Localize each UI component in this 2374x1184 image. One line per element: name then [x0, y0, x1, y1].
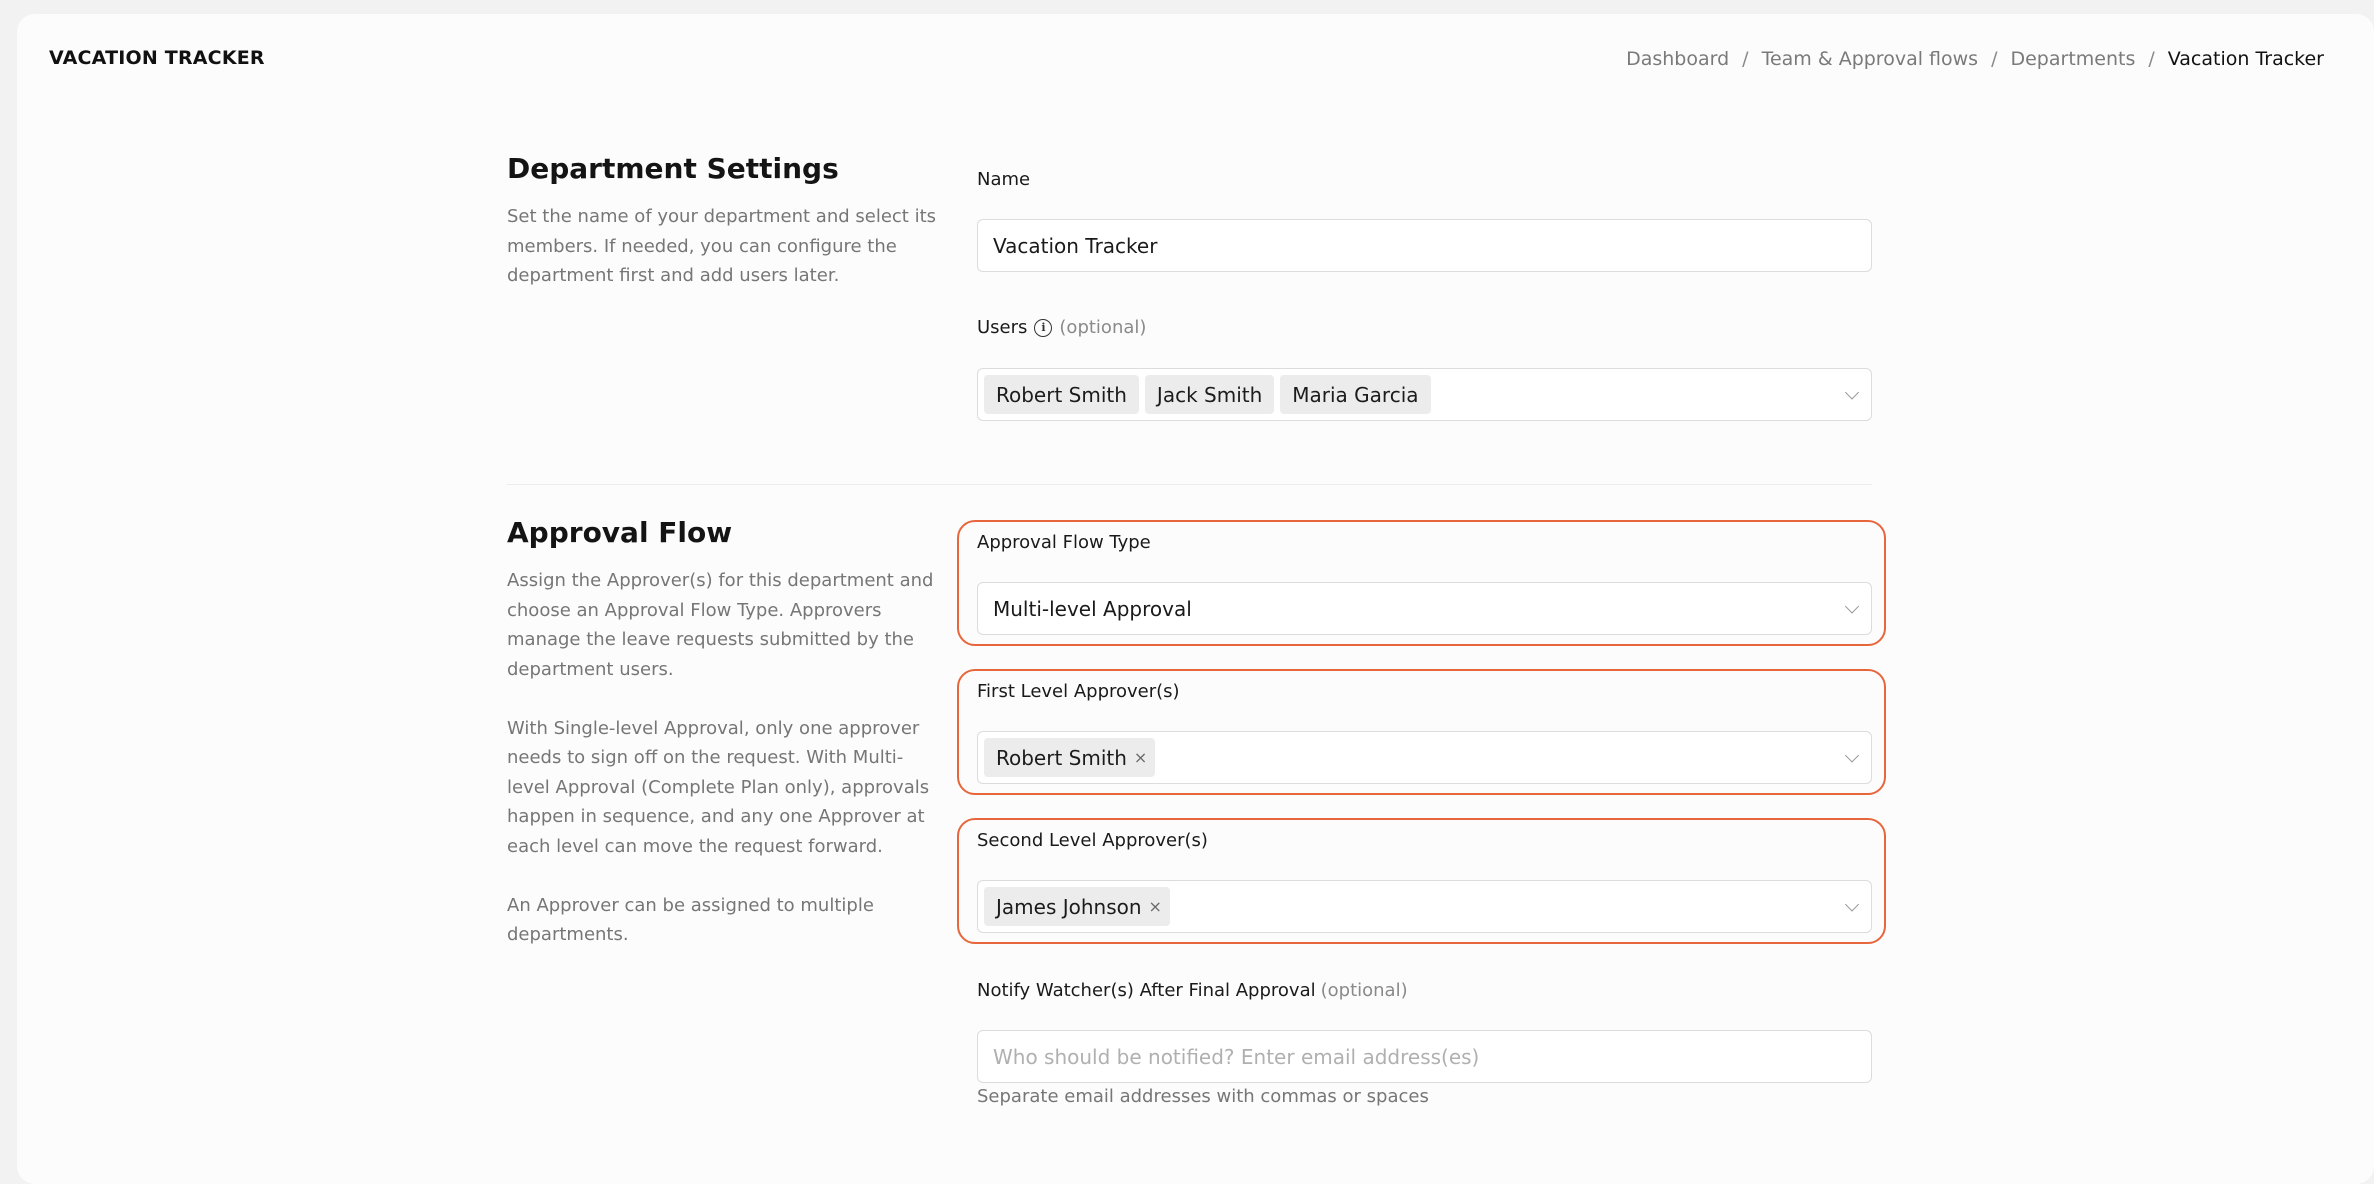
info-icon[interactable]: i: [1034, 319, 1052, 337]
second-level-approvers-multiselect[interactable]: [977, 880, 1872, 933]
department-settings-title: Department Settings: [507, 152, 839, 185]
approval-flow-type-value: Multi-level Approval: [993, 596, 1192, 621]
approval-flow-description-paragraph: An Approver can be assigned to multiple departments.: [507, 894, 874, 945]
chevron-down-icon[interactable]: [1845, 385, 1859, 399]
watchers-label-text: Notify Watcher(s) After Final Approval: [977, 980, 1316, 1001]
name-label: [977, 169, 1030, 190]
approver-tag-label: Robert Smith: [996, 745, 1127, 770]
department-name-input[interactable]: Vacation Tracker: [977, 219, 1872, 272]
users-multiselect[interactable]: [977, 368, 1872, 421]
breadcrumb-separator: /: [1742, 48, 1749, 70]
approval-flow-description: [507, 566, 945, 979]
remove-tag-icon[interactable]: ×: [1133, 748, 1148, 767]
users-label-text: Users: [977, 317, 1028, 338]
department-settings-description: [507, 202, 945, 320]
chevron-down-icon[interactable]: [1845, 897, 1859, 911]
breadcrumb-departments[interactable]: Departments: [2010, 48, 2136, 70]
watchers-email-input[interactable]: Who should be notified? Enter email address(es): [977, 1030, 1872, 1083]
approval-flow-description-paragraph: Assign the Approver(s) for this department and choose an Approval Flow Type. Approvers manage the leave requests submitted by the department users.: [507, 570, 934, 680]
approval-flow-title: Approval Flow: [507, 516, 733, 549]
chevron-down-icon[interactable]: [1845, 599, 1859, 613]
users-optional-text: (optional): [1059, 317, 1147, 338]
breadcrumb-current: Vacation Tracker: [2167, 48, 2324, 70]
watchers-label: [977, 980, 1408, 1001]
first-level-approvers-label-text: First Level Approver(s): [977, 681, 1180, 702]
approval-flow-description-paragraph: With Single-level Approval, only one approver needs to sign off on the request. With Multi-level Approval (Complete Plan only), approvals happen in sequence, and any one Approver at each level can move the request forward.: [507, 717, 930, 857]
approver-tag[interactable]: [984, 738, 1155, 777]
chevron-down-icon[interactable]: [1845, 748, 1859, 762]
watchers-optional-text: (optional): [1320, 980, 1408, 1001]
watchers-helper-text: Separate email addresses with commas or spaces: [977, 1086, 1429, 1107]
user-tag[interactable]: Robert Smith: [984, 375, 1139, 414]
remove-tag-icon[interactable]: ×: [1148, 897, 1162, 916]
name-label-text: Name: [977, 169, 1031, 190]
breadcrumb-team-approval-flows[interactable]: Team & Approval flows: [1761, 48, 1979, 70]
breadcrumb-dashboard[interactable]: Dashboard: [1626, 48, 1730, 70]
main-card: [17, 14, 2374, 1184]
approval-flow-type-label: [977, 532, 1151, 553]
first-level-approvers-label: [977, 681, 1180, 702]
breadcrumb-separator: /: [1991, 48, 1998, 70]
user-tag[interactable]: Maria Garcia: [1280, 375, 1430, 414]
second-level-approvers-label-text: Second Level Approver(s): [977, 830, 1208, 851]
breadcrumb-separator: /: [2148, 48, 2155, 70]
breadcrumb: [1626, 48, 2324, 70]
user-tag[interactable]: Jack Smith: [1145, 375, 1274, 414]
second-level-approvers-label: [977, 830, 1208, 851]
users-label: [977, 317, 1146, 338]
approver-tag-label: James Johnson: [996, 894, 1142, 919]
department-settings-description-text: Set the name of your department and select its members. If needed, you can configure the department first and add users later.: [507, 206, 937, 286]
approval-flow-type-label-text: Approval Flow Type: [977, 532, 1151, 553]
approval-flow-type-select[interactable]: [977, 582, 1872, 635]
first-level-approvers-multiselect[interactable]: [977, 731, 1872, 784]
approver-tag[interactable]: [984, 887, 1170, 926]
app-logo[interactable]: VACATION TRACKER: [49, 47, 265, 69]
section-divider: [507, 484, 1872, 485]
